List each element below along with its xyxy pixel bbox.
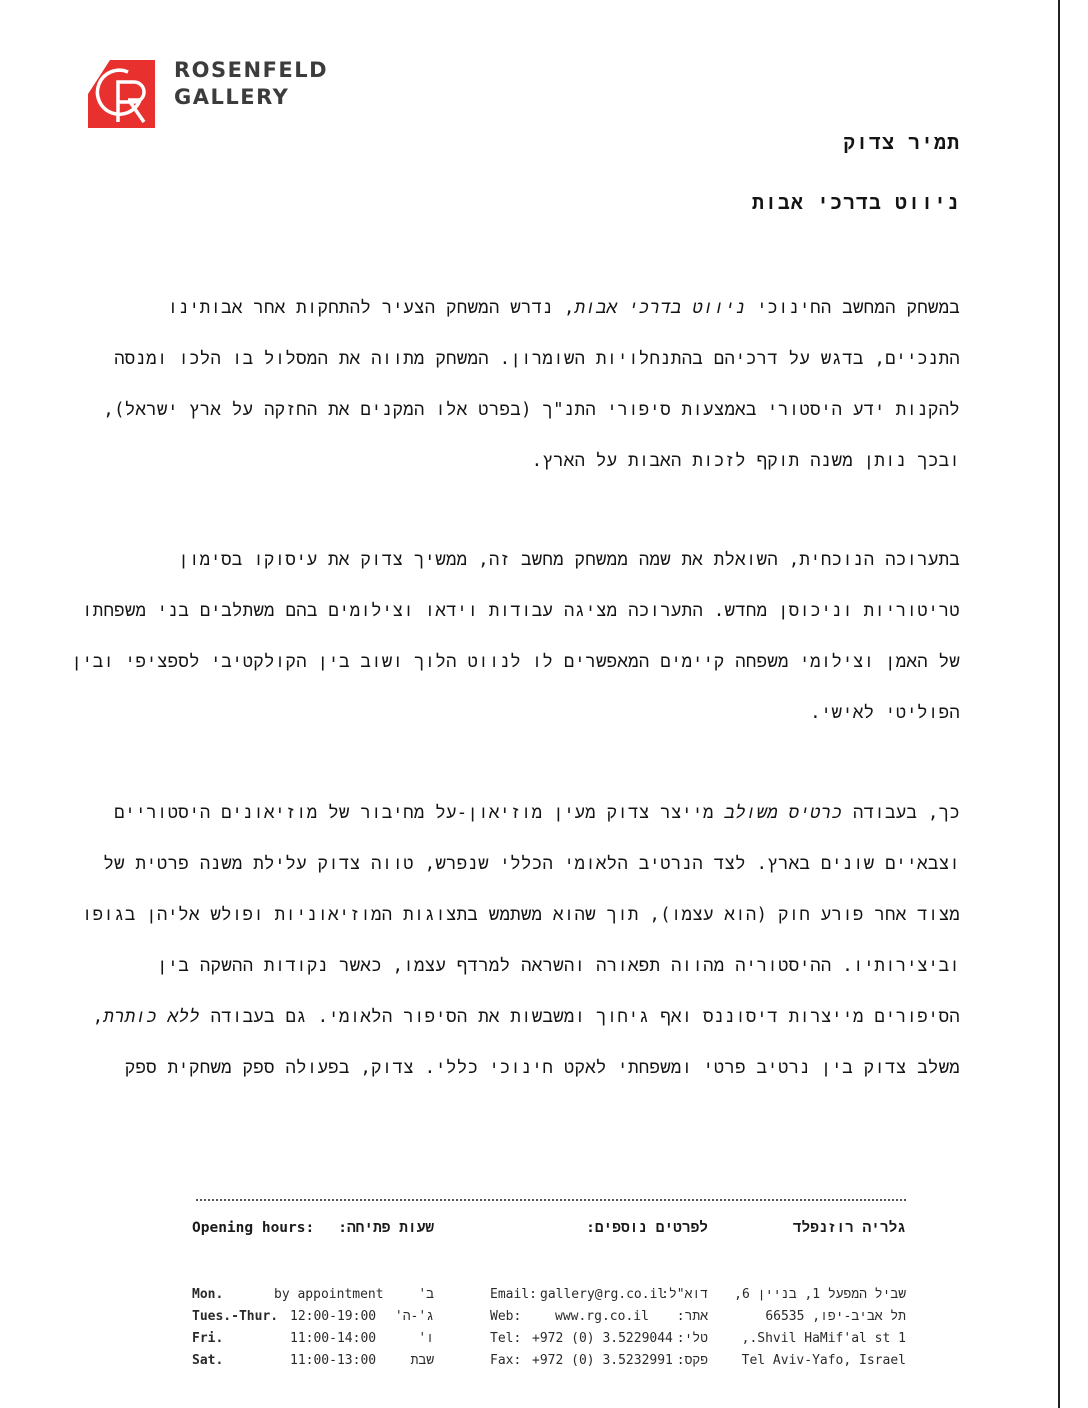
page-edge-line [1058, 0, 1060, 1408]
contact-label-web: Web: [490, 1309, 522, 1324]
website-link[interactable]: www.rg.co.il [555, 1309, 649, 1324]
address-line: שביל המפעל 1, בניין 6, [734, 1287, 906, 1302]
fax-number: +972 (0) 3.5232991 [532, 1353, 673, 1368]
paragraph-line [130, 283, 960, 334]
hours-time: 12:00-19:00 [290, 1309, 377, 1324]
hours-day-en: Fri. [192, 1331, 224, 1346]
paragraph-line: התנכיים, בדגש על דרכיהם בהתנחלויות השומרון. המשחק מתווה את המסלול בו הלכו ומנסה [114, 349, 960, 369]
paragraph-2 [71, 535, 960, 739]
gallery-logo [88, 58, 328, 130]
paragraph-line: וצבאיים שונים בארץ. לצד הנרטיב הלאומי הכללי שנפרש, טווה צדוק עלילת משנה פרטית של [103, 854, 960, 874]
hours-day-he: ו' [418, 1331, 434, 1346]
hours-time: by appointment [274, 1287, 384, 1302]
paragraph-line: משלב צדוק בין נרטיב פרטי ומשפחתי לאקט חינוכי כללי. צדוק, בפעולה ספק משחקית ספק [124, 1058, 960, 1078]
footer-hours-title-he: שעות פתיחה: [338, 1220, 434, 1236]
contact-label-tel: Tel: [490, 1331, 522, 1346]
address-line: תל אביב-יפו, 66535 [765, 1309, 906, 1324]
text-run: הסיפורים מייצרות דיסוננס ואף גיחוך ומשבשות את הסיפור הלאומי. גם בעבודה [199, 1007, 960, 1027]
paragraph-line: של האמן וצילומי משפחה קיימים המאפשרים לו לנווט הלוך ושוב בין הקולקטיבי לספציפי ובין [71, 652, 960, 672]
hours-day-he: ב' [418, 1287, 434, 1302]
text-run: , נדרש המשחק הצעיר להתחקות אחר אבותינו [167, 298, 575, 318]
phone-number[interactable]: +972 (0) 3.5229044 [532, 1331, 673, 1346]
paragraph-3 [81, 788, 960, 1094]
text-run: מייצר צדוק מעין מוזיאון-על מחיבור של מוזיאונים היסטוריים [114, 803, 725, 823]
hours-day-he: שבת [410, 1353, 434, 1368]
hours-day-he: ג'-ה' [394, 1309, 434, 1324]
contact-label-fax-he: פקס: [676, 1353, 708, 1368]
paragraph-line: הפוליטי לאישי. [810, 703, 960, 723]
text-run: כך, בעבודה [842, 803, 960, 823]
text-run: במשחק המחשב החינוכי [745, 298, 960, 318]
footer-hours-title-en: Opening hours: [192, 1220, 315, 1236]
hours-day-en: Mon. [192, 1287, 224, 1302]
paragraph-line: מצוד אחר פורע חוק (הוא עצמו), תוך שהוא משתמש בתצוגות המוזיאוניות ופולש אליהן בגופו [81, 905, 960, 925]
contact-label-web-he: אתר: [676, 1309, 708, 1324]
work-title-untitled: ללא כותרת [103, 1007, 200, 1027]
hours-day-en: Tues.-Thur. [192, 1309, 279, 1324]
hours-day-en: Sat. [192, 1353, 224, 1368]
paragraph-line [114, 788, 960, 839]
footer-contact-title: לפרטים נוספים: [586, 1220, 708, 1236]
address-line: 1 Shvil HaMif'al st., [741, 1331, 906, 1346]
rg-monogram-icon [88, 60, 155, 128]
footer-divider [196, 1199, 906, 1201]
footer-gallery-title: גלריה רוזנפלד [792, 1220, 906, 1236]
work-title-combined-ticket: כרטיס משולב [724, 803, 843, 823]
contact-label-fax: Fax: [490, 1353, 522, 1368]
paragraph-line: וביצירותיו. ההיסטוריה מהווה תפאורה והשראה למרדף עצמו, כאשר נקודות ההשקה בין [156, 956, 960, 976]
work-title-game: ניווט בדרכי אבות [574, 298, 746, 318]
paragraph-line: טריטוריות וניכוסן מחדש. התערוכה מציגה עבודות וידאו וצילומים בהם משתלבים בני משפחתו [82, 601, 960, 621]
contact-label-tel-he: טלי: [676, 1331, 708, 1346]
hours-time: 11:00-14:00 [290, 1331, 377, 1346]
paragraph-line: ובכך נותן משנה תוקף לזכות האבות על הארץ. [531, 451, 960, 471]
logo-text-rosenfeld: ROSENFELD [174, 58, 329, 82]
contact-label-email-he: דוא"ל: [661, 1287, 708, 1302]
artist-name: תמיר צדוק [842, 130, 960, 154]
logo-text-gallery: GALLERY [174, 85, 290, 109]
paragraph-line [92, 992, 960, 1043]
contact-label-email: Email: [490, 1287, 537, 1302]
paragraph-line: להקנות ידע היסטורי באמצעות סיפורי התנ"ך (בפרט אלו המקנים את החזקה על ארץ ישראל), [103, 400, 960, 420]
hours-time: 11:00-13:00 [290, 1353, 377, 1368]
address-line: Tel Aviv-Yafo, Israel [741, 1353, 906, 1368]
text-run: , [92, 1007, 104, 1027]
paragraph-line: בתערוכה הנוכחית, השואלת את שמה ממשחק מחשב זה, ממשיך צדוק את עיסוקו בסימון [178, 550, 960, 570]
exhibition-title: ניווט בדרכי אבות [751, 190, 960, 214]
paragraph-1 [103, 283, 960, 487]
email-link[interactable]: gallery@rg.co.il [540, 1287, 666, 1302]
